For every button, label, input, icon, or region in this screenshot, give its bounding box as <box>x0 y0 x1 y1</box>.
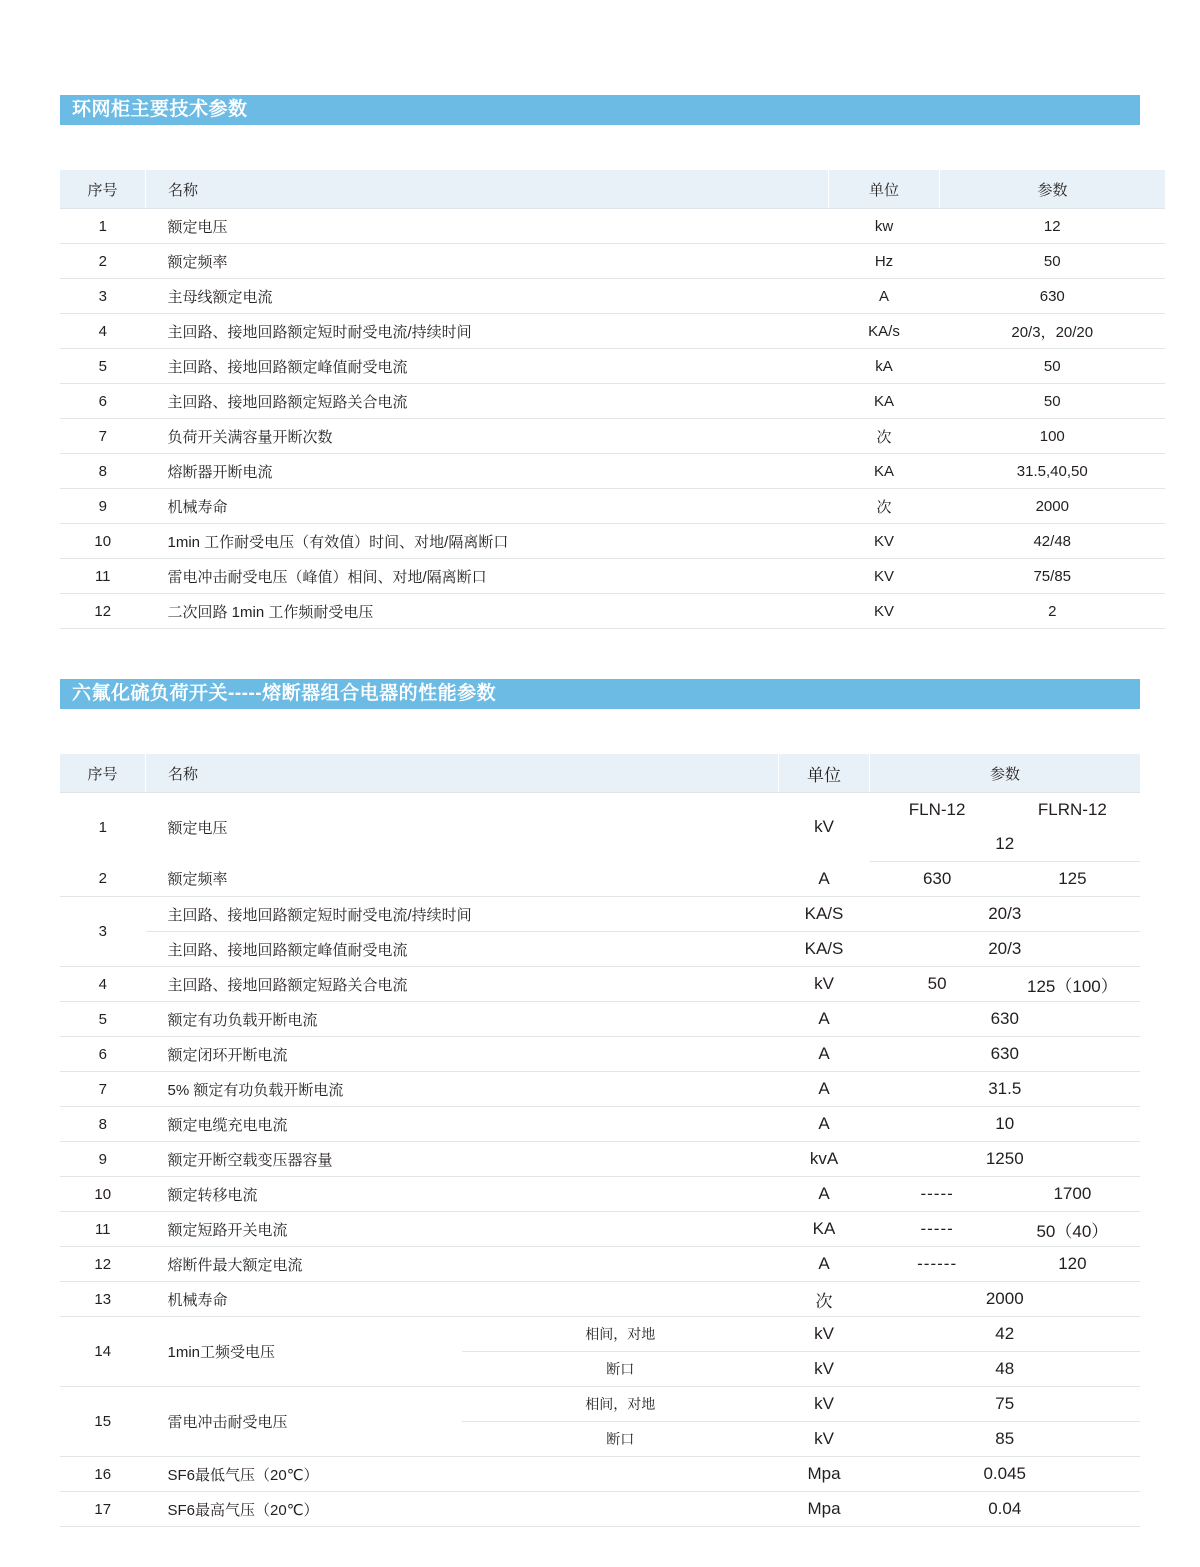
cell-name: 额定开断空载变压器容量 <box>146 1142 779 1177</box>
cell-name: SF6最高气压（20℃） <box>146 1492 779 1527</box>
cell-unit: kV <box>779 967 870 1002</box>
cell-no: 10 <box>60 1177 146 1212</box>
table-row <box>60 1492 1140 1527</box>
cell-param: 2 <box>940 594 1166 629</box>
cell-param: 31.5,40,50 <box>940 454 1166 489</box>
table-row <box>60 1002 1140 1037</box>
table-main-tech-params <box>60 170 1165 629</box>
cell-model-2: FLRN-12 <box>1037 800 1107 819</box>
table-1-head <box>60 170 1165 209</box>
cell-param: 630 <box>940 279 1166 314</box>
table-row <box>60 967 1140 1002</box>
cell-no: 8 <box>60 454 146 489</box>
cell-name: 雷电冲击耐受电压（峰值）相间、对地/隔离断口 <box>146 559 829 594</box>
cell-param: 12 <box>940 209 1166 244</box>
cell-name: 主回路、接地回路额定峰值耐受电流 <box>146 349 829 384</box>
cell-no: 12 <box>60 594 146 629</box>
cell-unit: kV <box>779 1317 870 1352</box>
cell-param-2: 120 <box>1005 1247 1140 1282</box>
cell-name: 熔断器开断电流 <box>146 454 829 489</box>
table-sf6-performance-params <box>60 754 1140 1527</box>
cell-name: 雷电冲击耐受电压 <box>146 1387 463 1457</box>
cell-param: 75 <box>870 1387 1141 1422</box>
cell-no: 9 <box>60 1142 146 1177</box>
cell-unit: 次 <box>829 419 940 454</box>
section-title-1: 环网柜主要技术参数 <box>60 95 1140 125</box>
table-row <box>60 314 1165 349</box>
cell-name: 主回路、接地回路额定峰值耐受电流 <box>146 932 779 967</box>
table-row <box>60 384 1165 419</box>
table-row <box>60 1387 1140 1422</box>
table-row <box>60 489 1165 524</box>
cell-name: 额定频率 <box>146 862 779 897</box>
table-row <box>60 1142 1140 1177</box>
cell-no: 8 <box>60 1107 146 1142</box>
cell-param-1: 630 <box>870 862 1005 897</box>
cell-subname: 相间，对地 <box>462 1317 779 1352</box>
table-row <box>60 559 1165 594</box>
cell-no: 4 <box>60 314 146 349</box>
cell-unit: kA <box>829 349 940 384</box>
header-unit: 单位 <box>829 170 940 209</box>
cell-name: 主回路、接地回路额定短路关合电流 <box>146 967 779 1002</box>
header-no: 序号 <box>60 754 146 793</box>
cell-no: 4 <box>60 967 146 1002</box>
cell-param: 12 <box>870 827 1141 862</box>
header-name: 名称 <box>146 170 829 209</box>
table-1-body <box>60 209 1165 629</box>
table-row <box>60 524 1165 559</box>
cell-name: SF6最低气压（20℃） <box>146 1457 779 1492</box>
table-row <box>60 1317 1140 1352</box>
cell-no: 5 <box>60 349 146 384</box>
section-title-2: 六氟化硫负荷开关-----熔断器组合电器的性能参数 <box>60 679 1140 709</box>
cell-name: 额定转移电流 <box>146 1177 779 1212</box>
cell-name: 额定短路开关电流 <box>146 1212 779 1247</box>
table-row <box>60 1072 1140 1107</box>
cell-no: 1 <box>60 209 146 244</box>
table-row <box>60 454 1165 489</box>
cell-subname: 断口 <box>462 1422 779 1457</box>
section-gap <box>60 629 1140 679</box>
cell-name: 主回路、接地回路额定短路关合电流 <box>146 384 829 419</box>
table-row <box>60 244 1165 279</box>
cell-unit: A <box>779 1247 870 1282</box>
table-row <box>60 1212 1140 1247</box>
cell-name: 主母线额定电流 <box>146 279 829 314</box>
cell-name: 负荷开关满容量开断次数 <box>146 419 829 454</box>
cell-no: 9 <box>60 489 146 524</box>
header-param: 参数 <box>940 170 1166 209</box>
table-row <box>60 1247 1140 1282</box>
cell-unit: A <box>779 1002 870 1037</box>
cell-no: 11 <box>60 559 146 594</box>
cell-no: 3 <box>60 897 146 967</box>
cell-name: 额定电压 <box>146 209 829 244</box>
cell-name: 额定电压 <box>167 819 228 837</box>
table-row <box>60 419 1165 454</box>
header-unit: 单位 <box>779 754 870 793</box>
table-row <box>60 1457 1140 1492</box>
table-row <box>60 862 1140 897</box>
header-name: 名称 <box>146 754 779 793</box>
cell-subname: 断口 <box>462 1352 779 1387</box>
cell-unit: KA <box>829 384 940 419</box>
cell-param: 20/3，20/20 <box>940 314 1166 349</box>
cell-param: 0.045 <box>870 1457 1141 1492</box>
cell-name: 额定电缆充电电流 <box>146 1107 779 1142</box>
cell-param: 100 <box>940 419 1166 454</box>
cell-unit: kV <box>779 1352 870 1387</box>
cell-param: 20/3 <box>870 897 1141 932</box>
cell-unit: KA/S <box>779 897 870 932</box>
table-row <box>60 1037 1140 1072</box>
cell-unit: KA/S <box>779 932 870 967</box>
cell-unit: Mpa <box>779 1457 870 1492</box>
cell-no: 12 <box>60 1247 146 1282</box>
cell-no: 5 <box>60 1002 146 1037</box>
cell-param: 31.5 <box>870 1072 1141 1107</box>
cell-unit: kV <box>779 1387 870 1422</box>
table-row <box>60 1107 1140 1142</box>
cell-name: 机械寿命 <box>146 1282 779 1317</box>
cell-no: 17 <box>60 1492 146 1527</box>
cell-name: 主回路、接地回路额定短时耐受电流/持续时间 <box>146 897 779 932</box>
table-1-header-row <box>60 170 1165 209</box>
cell-unit: A <box>779 862 870 897</box>
cell-name: 熔断件最大额定电流 <box>146 1247 779 1282</box>
cell-unit: Mpa <box>779 1492 870 1527</box>
table-row <box>60 594 1165 629</box>
cell-unit: kV <box>779 1422 870 1457</box>
cell-param: 1250 <box>870 1142 1141 1177</box>
cell-no: 16 <box>60 1457 146 1492</box>
cell-param: 10 <box>870 1107 1141 1142</box>
cell-name: 机械寿命 <box>146 489 829 524</box>
table-row <box>60 897 1140 932</box>
cell-param: 48 <box>870 1352 1141 1387</box>
cell-param-2: 50（40） <box>1005 1212 1140 1247</box>
cell-model-1: FLN-12 <box>908 800 966 819</box>
cell-no: 15 <box>60 1387 146 1457</box>
header-param: 参数 <box>870 754 1141 793</box>
cell-param: 0.04 <box>870 1492 1141 1527</box>
cell-param: 50 <box>940 384 1166 419</box>
table-row <box>60 349 1165 384</box>
cell-param-1: ----- <box>870 1177 1005 1212</box>
table-row <box>60 1177 1140 1212</box>
cell-unit: Hz <box>829 244 940 279</box>
table-2-header-row <box>60 754 1140 793</box>
cell-unit: 次 <box>829 489 940 524</box>
cell-param: 42/48 <box>940 524 1166 559</box>
cell-param-1: ----- <box>870 1212 1005 1247</box>
cell-param: 2000 <box>870 1282 1141 1317</box>
cell-param-1: 50 <box>870 967 1005 1002</box>
table-2-head <box>60 754 1140 793</box>
cell-no: 11 <box>60 1212 146 1247</box>
table-row <box>60 1282 1140 1317</box>
cell-param: 630 <box>870 1002 1141 1037</box>
cell-name: 额定有功负载开断电流 <box>146 1002 779 1037</box>
cell-name: 1min工频受电压 <box>146 1317 463 1387</box>
cell-unit: KV <box>829 524 940 559</box>
table-row <box>60 209 1165 244</box>
cell-no: 6 <box>60 1037 146 1072</box>
cell-unit: KA <box>829 454 940 489</box>
cell-no: 2 <box>60 862 146 897</box>
cell-unit: KV <box>829 594 940 629</box>
cell-no: 14 <box>60 1317 146 1387</box>
cell-param-2: 1700 <box>1005 1177 1140 1212</box>
cell-param: 85 <box>870 1422 1141 1457</box>
cell-unit: 次 <box>779 1282 870 1317</box>
cell-param: 50 <box>940 244 1166 279</box>
cell-name: 5% 额定有功负载开断电流 <box>146 1072 779 1107</box>
cell-name: 额定频率 <box>146 244 829 279</box>
cell-unit: KV <box>829 559 940 594</box>
cell-param-2: 125 <box>1005 862 1140 897</box>
cell-unit: A <box>779 1177 870 1212</box>
table-row <box>60 793 1140 828</box>
cell-param: 50 <box>940 349 1166 384</box>
cell-name: 主回路、接地回路额定短时耐受电流/持续时间 <box>146 314 829 349</box>
cell-no: 13 <box>60 1282 146 1317</box>
table-row <box>60 279 1165 314</box>
cell-subname: 相间，对地 <box>462 1387 779 1422</box>
cell-unit: KA <box>779 1212 870 1247</box>
cell-param: 630 <box>870 1037 1141 1072</box>
cell-name: 额定闭环开断电流 <box>146 1037 779 1072</box>
cell-param-1: ------ <box>870 1247 1005 1282</box>
cell-unit: kvA <box>779 1142 870 1177</box>
table-row <box>60 932 1140 967</box>
cell-param-2: 125（100） <box>1005 967 1140 1002</box>
cell-unit: A <box>829 279 940 314</box>
table-2-body <box>60 793 1140 1527</box>
cell-no: 1 <box>98 818 107 836</box>
cell-no: 2 <box>60 244 146 279</box>
cell-unit: A <box>779 1072 870 1107</box>
table-2-gap <box>60 709 1140 754</box>
cell-param: 42 <box>870 1317 1141 1352</box>
cell-no: 6 <box>60 384 146 419</box>
cell-param: 2000 <box>940 489 1166 524</box>
cell-param: 20/3 <box>870 932 1141 967</box>
header-no: 序号 <box>60 170 146 209</box>
cell-unit: kV <box>814 817 834 837</box>
table-1-gap <box>60 125 1140 170</box>
cell-unit: A <box>779 1107 870 1142</box>
cell-name: 二次回路 1min 工作频耐受电压 <box>146 594 829 629</box>
cell-unit: A <box>779 1037 870 1072</box>
top-spacer <box>60 0 1140 95</box>
cell-param: 75/85 <box>940 559 1166 594</box>
cell-unit: kw <box>829 209 940 244</box>
cell-no: 7 <box>60 1072 146 1107</box>
cell-name: 1min 工作耐受电压（有效值）时间、对地/隔离断口 <box>146 524 829 559</box>
cell-unit: KA/s <box>829 314 940 349</box>
cell-no: 7 <box>60 419 146 454</box>
cell-no: 10 <box>60 524 146 559</box>
cell-no: 3 <box>60 279 146 314</box>
